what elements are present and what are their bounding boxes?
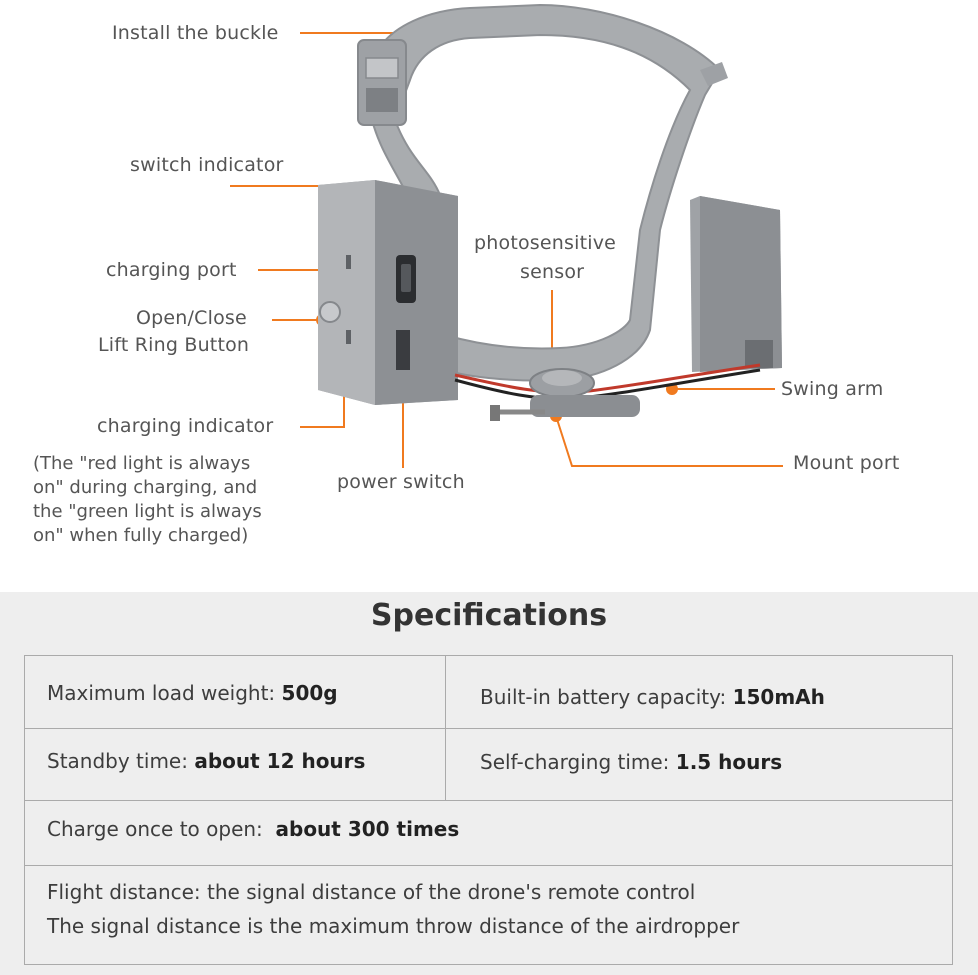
- label-power-switch: power switch: [337, 471, 465, 493]
- spec-value: 1.5 hours: [675, 750, 783, 774]
- label-photosensitive: photosensitive: [474, 232, 617, 254]
- spec-label: Maximum load weight:: [47, 681, 282, 705]
- label-swing-arm: Swing arm: [781, 378, 884, 400]
- spec-label: Self-charging time:: [480, 750, 676, 774]
- spec-battery-capacity: [480, 685, 825, 709]
- label-charging-port: charging port: [106, 259, 237, 281]
- spec-standby-time: [47, 749, 365, 773]
- indicator-note-line-4: on" when fully charged): [33, 525, 249, 546]
- table-border-top: [24, 655, 953, 656]
- spec-label: Built-in battery capacity:: [480, 685, 733, 709]
- table-border-left: [24, 655, 25, 965]
- spec-self-charging-time: [480, 750, 782, 774]
- spec-flight-distance: Flight distance: the signal distance of the drone's remote control: [47, 880, 696, 904]
- label-charging-indicator: charging indicator: [97, 415, 274, 437]
- table-border-right: [952, 655, 953, 965]
- spec-value: about 12 hours: [194, 749, 366, 773]
- spec-signal-distance-note: The signal distance is the maximum throw distance of the airdropper: [47, 914, 740, 938]
- spec-label: Standby time:: [47, 749, 195, 773]
- specifications-title: Specifications: [370, 598, 608, 633]
- table-border-bottom: [24, 964, 953, 965]
- label-lift-ring-button: Lift Ring Button: [98, 334, 250, 356]
- indicator-note-line-3: the "green light is always: [33, 501, 262, 522]
- spec-value: 500g: [281, 681, 338, 705]
- right-box: [690, 196, 782, 372]
- label-install-buckle: Install the buckle: [112, 22, 279, 44]
- spec-value: about 300 times: [275, 817, 460, 841]
- spec-label: Charge once to open:: [47, 817, 276, 841]
- indicator-note-line-1: (The "red light is always: [33, 453, 251, 474]
- table-divider: [24, 728, 953, 729]
- label-mount-port: Mount port: [793, 452, 900, 474]
- spec-value: 150mAh: [732, 685, 825, 709]
- specifications-table: [24, 655, 953, 965]
- table-column-divider: [445, 655, 446, 801]
- spec-max-load: [47, 681, 338, 705]
- control-box: [318, 180, 458, 405]
- table-divider: [24, 800, 953, 801]
- label-switch-indicator: switch indicator: [130, 154, 284, 176]
- label-sensor: sensor: [520, 261, 585, 283]
- spec-charge-cycles: [47, 817, 459, 841]
- label-open-close: Open/Close: [136, 307, 247, 329]
- table-divider: [24, 865, 953, 866]
- indicator-note-line-2: on" during charging, and: [33, 477, 258, 498]
